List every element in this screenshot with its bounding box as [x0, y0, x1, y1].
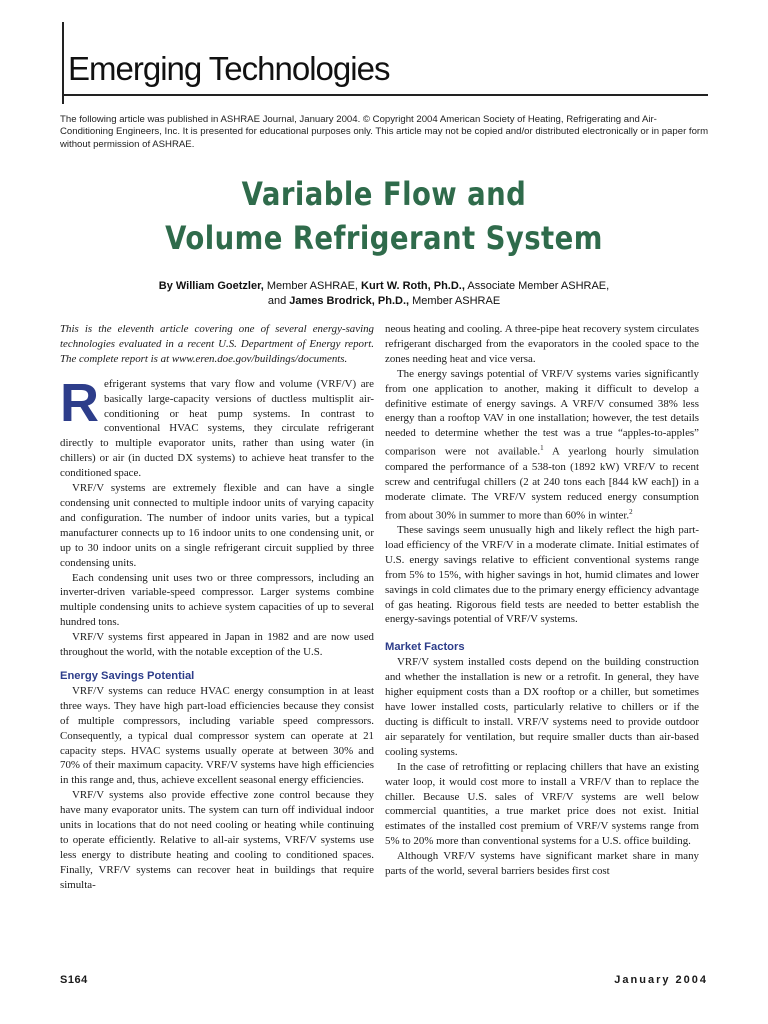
intro-paragraph: This is the eleventh article covering one of several energy-saving technologies evaluated in a recent U.S. Department of Energy report. The complete report is at www.eren.doe.gov/buildings/documents. [60, 323, 374, 365]
footnote-ref-2: 2 [629, 507, 633, 516]
paragraph-5: VRF/V systems can reduce HVAC energy consumption in at least three ways. They have high part-load efficiencies because they consist of multiple compressors, including variable speed compressors. Consequently, a typical dual compressor system can operate at 21 capacity steps. HVAC systems usually operate at between 30% and 70% of their maximum capacity. VRF/V systems have high efficiencies in this range and, thus, achieve excellent seasonal energy efficiencies. [60, 684, 374, 787]
copyright-notice: The following article was published in ASHRAE Journal, January 2004. © Copyright 2004 American Society of Heating, Refrigerating and Air-Conditioning Engineers, Inc. It is presented for educational purposes only. This article may not be copied and/or distributed electronically or in paper form without permission of ASHRAE. [60, 114, 709, 150]
section-title: Emerging Technologies [68, 50, 390, 87]
author-role-3: Member ASHRAE [409, 295, 501, 307]
author-role-2: Associate Member ASHRAE, [464, 280, 610, 292]
author-name-3: James Brodrick, Ph.D., [289, 295, 410, 307]
paragraph-3: Each condensing unit uses two or three compressors, including an inverter-driven variable-speed compressor. Larger systems combine multiple condensing units to achieve system capacities of up to several hundred tons. [60, 571, 374, 629]
byline [0, 279, 768, 309]
column-left [60, 322, 374, 893]
header-vertical-rule [62, 22, 64, 104]
header-horizontal-rule [64, 94, 708, 96]
byline-and: and [267, 295, 290, 307]
drop-cap: R [60, 372, 99, 433]
paragraph-4: VRF/V systems first appeared in Japan in 1982 and are now used throughout the world, with the notable exception of the U.S. [60, 631, 374, 659]
paragraph-6: VRF/V systems also provide effective zone control because they have many evaporator units. The system can turn off individual indoor units in locations that do not need cooling or heating while continuing to operate efficiently. Relative to all-air systems, VRF/V systems use less energy to distribute heating and cooling to conditioned spaces. Finally, VRF/V systems can recover heat in buildings that require simulta- [60, 789, 374, 891]
paragraph-8-text-a: The energy savings potential of VRF/V systems varies significantly from one application to another, making it difficult to develop a definitive estimate of energy savings. A VRF/V consumed 38% less energy than a rooftop VAV in one installation; however, the test details needed to determine whether the test was a true “apples-to-apples” comparison were not available. [385, 367, 699, 458]
paragraph-2: VRF/V systems are extremely flexible and can have a single condensing unit connected to multiple indoor units of varying capacity and configuration. The number of indoor units varies, but a typical manufacturer connects up to 16 indoor units to one condensing unit, or up to 30 indoor units on a single refrigerant circuit supplied by three condensing units. [60, 482, 374, 569]
author-name-2: Kurt W. Roth, Ph.D., [361, 280, 465, 292]
paragraph-1-text: efrigerant systems that vary flow and volume (VRF/V) are basically large-capacity versions of ductless multisplit air-conditioning or heat pump systems. In contrast to conventional HVAC systems, they circulate refrigerant directly to multiple evaporator units, rather than using water (in chillers) or air (in ducted DX systems) to achieve heat transfer to the conditioned space. [60, 377, 374, 480]
paragraph-9: These savings seem unusually high and likely reflect the high part-load efficiency of the VRF/V in a moderate climate. Initial estimates of U.S. energy savings relative to efficient conventional systems range from 5% to 15%, with higher savings in hot, humid climates and lower savings in cold climates due to the primary energy efficiency advantage of gas heating. Rigorous field tests are needed to better establish the energy-savings potential of VRF/V systems. [385, 524, 699, 626]
author-role-1: Member ASHRAE, [263, 280, 362, 292]
footnote-ref-1: 1 [540, 444, 544, 453]
heading-energy-savings: Energy Savings Potential [60, 669, 195, 682]
paragraph-1 [60, 372, 374, 481]
paragraph-10: VRF/V system installed costs depend on the building construction and whether the installation is new or a retrofit. In general, they have higher equipment costs than a DX rooftop or a chiller, but sometimes have lower installed costs, particularly relative to chillers or if the ducting is difficult to install. VRF/V systems need to provide outdoor air separately for ventilation, but require smaller ducts than air-based cooling systems. [385, 656, 699, 758]
paragraph-8 [385, 367, 699, 523]
column-right [385, 322, 699, 879]
paragraph-12: Although VRF/V systems have significant market share in many parts of the world, several barriers besides first cost [385, 850, 699, 878]
paragraph-11: In the case of retrofitting or replacing chillers that have an existing water loop, it would cost more to install a VRF/V than to replace the chiller. Because U.S. sales of VRF/V systems are well below commercial quantities, a true market price does not exist. Initial estimates of the installed cost premium of VRF/V systems range from 5% to 20% more than conventional systems for a U.S. office building. [385, 760, 699, 848]
page-number: S164 [60, 974, 88, 986]
author-name-1: By William Goetzler, [158, 280, 264, 292]
article-title-line-2: Volume Refrigerant System [165, 219, 603, 257]
paragraph-7: neous heating and cooling. A three-pipe heat recovery system circulates refrigerant discharged from the evaporators in the cooled space to the zones needing heat and vice versa. [385, 323, 699, 365]
issue-date: January 2004 [614, 974, 708, 986]
heading-market-factors: Market Factors [385, 641, 465, 654]
paragraph-8-text-b: A yearlong hourly simulation compared the performance of a 538-ton (1892 kW) VRF/V to recent screw and centrifugal chillers (2 at 240 tons each [844 kW each]) in a moderate climate. The VRF/V system reduced energy consumption from about 30% in summer to more than 60% in winter. [385, 445, 699, 522]
article-title-line-1: Variable Flow and [241, 175, 527, 213]
article-title [54, 172, 714, 260]
